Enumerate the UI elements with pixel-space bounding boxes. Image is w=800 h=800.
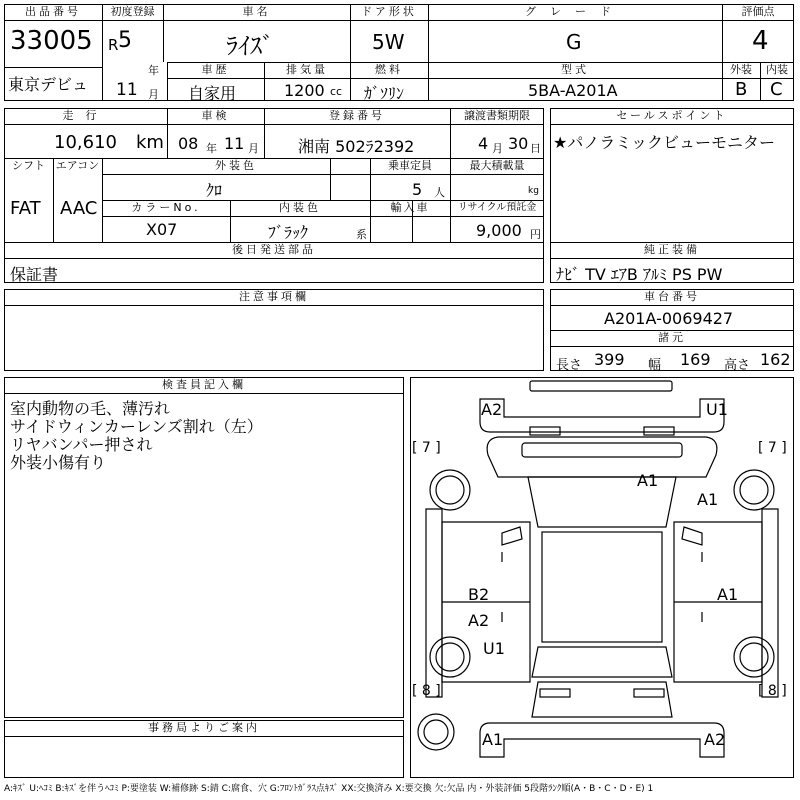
spec-label: 諸元 [658, 331, 686, 344]
damage-mark: A2 [468, 611, 490, 630]
side-label: [ 7 ] [758, 440, 787, 456]
interior-grade: C [770, 79, 783, 100]
exterior-grade: B [735, 79, 748, 100]
width-label: 幅 [648, 358, 662, 373]
air-conditioner: AAC [60, 198, 98, 219]
ac-label: エアコン [55, 159, 100, 172]
inspection-label: 車検 [201, 109, 230, 122]
recycle-fee: 9,000 [476, 221, 522, 240]
model: 5BA-A201A [528, 81, 618, 100]
score-label: 評価点 [741, 5, 775, 18]
height-label: 高さ [724, 358, 751, 373]
divider [4, 124, 544, 125]
height: 162 [760, 350, 791, 369]
inspector-line: 外装小傷有り [10, 453, 107, 472]
equipment-label: 純正装備 [644, 243, 700, 256]
ext-color: ｸﾛ [206, 181, 223, 200]
later-parts-label: 後日発送部品 [232, 243, 316, 256]
damage-mark: A1 [697, 490, 719, 509]
damage-mark: A1 [717, 585, 739, 604]
inspection-month: 11 [224, 134, 245, 153]
inspector-line: リヤバンパー押され [10, 435, 153, 454]
capacity: 5 [412, 180, 423, 199]
fuel-label: 燃料 [375, 63, 403, 76]
fuel: ｶﾞｿﾘﾝ [364, 84, 405, 103]
damage-mark: B2 [468, 585, 490, 604]
door-label: ドア形状 [361, 5, 417, 18]
mileage: 10,610 [54, 132, 117, 153]
plate-number: 湘南 502ﾗ2392 [298, 137, 415, 156]
car-name-label: 車名 [242, 5, 271, 18]
transfer-month: 4 [478, 134, 489, 153]
displacement: 1200 [284, 81, 325, 100]
inspector-line: サイドウィンカーレンズ割れ（左） [10, 417, 263, 436]
damage-mark: A1 [637, 471, 659, 490]
inspection-month-unit: 月 [248, 142, 259, 155]
later-parts: 保証書 [10, 265, 59, 284]
int-color: ﾌﾞﾗｯｸ [268, 223, 309, 242]
chassis-number: A201A-0069427 [604, 309, 734, 328]
divider [102, 20, 794, 21]
side-label: [ 8 ] [758, 683, 787, 699]
first-reg-label: 初度登録 [110, 5, 155, 18]
transfer-day: 30 [508, 134, 529, 153]
length: 399 [594, 350, 625, 369]
damage-mark: A1 [482, 730, 504, 749]
sales-point-label: セールスポイント [616, 109, 728, 122]
divider [4, 20, 102, 21]
exterior-label: 外装 [730, 63, 752, 76]
divider [4, 258, 544, 259]
inspector-label: 検査員記入欄 [162, 378, 246, 391]
divider [550, 124, 794, 125]
month-unit: 月 [148, 88, 159, 101]
score: 4 [752, 26, 769, 56]
grade-label: グレード [525, 5, 625, 18]
load-unit: kg [528, 186, 539, 196]
recycle-label: リサイクル預託金 [457, 202, 537, 213]
era: R [108, 36, 119, 54]
divider [550, 258, 794, 259]
damage-mark: A2 [704, 730, 726, 749]
divider [4, 736, 404, 737]
car-outline [410, 377, 794, 778]
damage-mark: A2 [481, 400, 503, 419]
divider [550, 305, 794, 306]
side-label: [ 7 ] [412, 440, 441, 456]
legend: A:ｷｽﾞ U:ﾍｺﾐ B:ｷｽﾞを伴うﾍｺﾐ P:要塗装 W:補修跡 S:錆 C:腐食、穴 G:ﾌﾛﾝﾄｶﾞﾗｽ点ｷｽﾞ XX:交換済み X:要交換 欠:欠品 内・外装評価 5段階ﾗﾝｸ順(A・B・C・D・E) 1 [4, 784, 654, 794]
reg-year: 5 [118, 28, 132, 53]
damage-mark: U1 [706, 400, 728, 419]
length-label: 長さ [556, 358, 583, 373]
divider [4, 67, 102, 68]
inspection-year: 08 [178, 134, 199, 153]
history-label: 車歴 [201, 63, 230, 76]
width: 169 [680, 350, 711, 369]
transfer-month-unit: 月 [492, 142, 503, 155]
divider [102, 174, 544, 175]
grade: G [566, 30, 582, 54]
model-label: 型式 [561, 63, 589, 76]
shift: FAT [10, 198, 41, 219]
divider [550, 346, 794, 347]
divider [167, 78, 722, 79]
side-label: [ 8 ] [412, 683, 441, 699]
inspector-line: 室内動物の毛、薄汚れ [10, 399, 171, 418]
displacement-unit: cc [330, 85, 343, 98]
equipment: ﾅﾋﾞ TV ｴｱB ｱﾙﾐ PS PW [556, 265, 723, 284]
divider [102, 216, 544, 217]
chassis-label: 車台番号 [644, 290, 700, 303]
mileage-label: 走行 [62, 109, 109, 122]
load-label: 最大積載量 [469, 159, 525, 172]
divider [450, 108, 451, 242]
color-no-label: カラーNo. [131, 201, 201, 214]
displacement-label: 排気量 [286, 63, 328, 76]
interior-label: 内装 [766, 63, 788, 76]
lot-no-label: 出品番号 [25, 5, 81, 18]
sales-point: ★パノラミックビューモニター [553, 133, 776, 152]
damage-mark: U1 [483, 639, 505, 658]
int-color-label: 内装色 [279, 201, 321, 214]
color-no: X07 [146, 220, 178, 239]
door-type: 5W [372, 30, 405, 54]
mileage-unit: km [136, 132, 164, 153]
recycle-unit: 円 [530, 228, 541, 241]
office-label: 事務局よりご案内 [148, 721, 260, 734]
divider [4, 393, 404, 394]
lot-no: 33005 [10, 26, 93, 56]
caution-label: 注意事項欄 [239, 290, 309, 303]
divider [4, 305, 544, 306]
transfer-label: 譲渡書類期限 [464, 109, 530, 122]
import-label: 輸入車 [390, 201, 430, 214]
year-unit: 年 [148, 64, 159, 77]
int-color-unit: 系 [356, 228, 367, 241]
ext-color-label: 外装色 [215, 159, 257, 172]
history: 自家用 [188, 84, 237, 103]
transfer-day-unit: 日 [530, 142, 541, 155]
shift-label: シフト [12, 159, 45, 172]
reg-month: 11 [116, 80, 138, 100]
inspection-year-unit: 年 [206, 142, 217, 155]
car-name: ﾗｲｽﾞ [226, 32, 274, 60]
lot-note: 東京デビュ [8, 75, 89, 94]
capacity-unit: 人 [434, 186, 445, 199]
divider [722, 78, 794, 79]
plate-label: 登録番号 [329, 109, 385, 122]
capacity-label: 乗車定員 [388, 159, 432, 172]
